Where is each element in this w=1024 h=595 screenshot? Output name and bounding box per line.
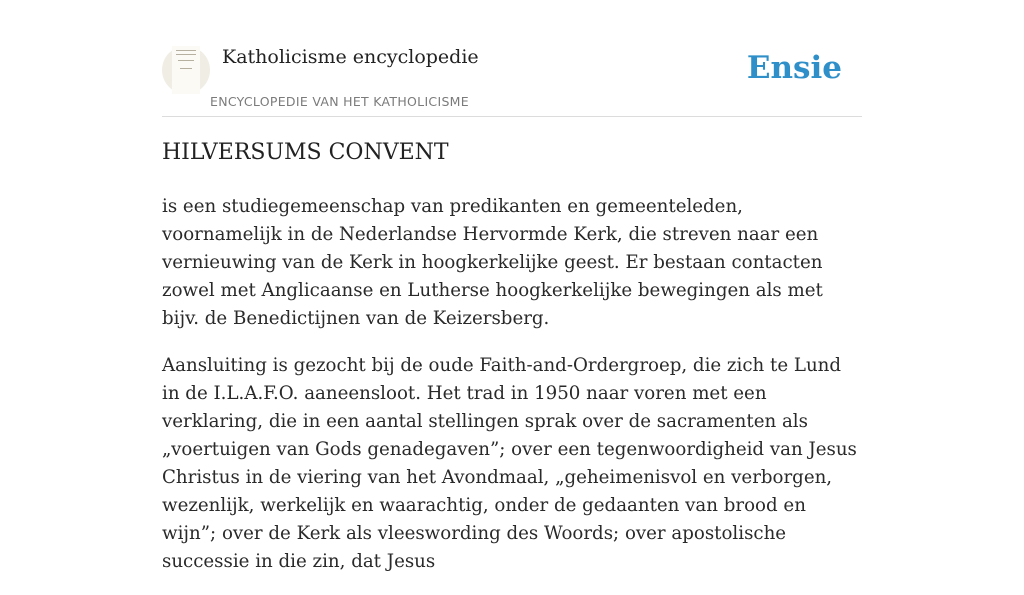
cover-text-line	[178, 60, 194, 61]
article-paragraph: is een studiegemeenschap van predikanten en gemeenteleden, voornamelijk in de Nederlandse Hervormde Kerk, die streven naar een vernieuwing van de Kerk in hoogkerkelijke geest. Er bestaan contacten zowel met Anglicaanse en Lutherse hoogkerkelijke bewegingen als met bijv. de Benedictijnen van de Keizersberg.	[162, 196, 823, 329]
brand-logo-link[interactable]: Ensie	[746, 50, 842, 86]
cover-text-line	[180, 68, 192, 69]
encyclopedia-cover-thumbnail[interactable]	[162, 46, 210, 94]
article-paragraph: Aansluiting is gezocht bij de oude Faith-and-Ordergroep, die zich te Lund in de I.L.A.F.O. aaneensloot. Het trad in 1950 naar voren met een verklaring, die in een aantal stellingen sprak over de sacramenten als „voertuigen van Gods genadegaven”; over een tegenwoordigheid van Jesus Christus in de viering van het Avondmaal, „geheimenisvol en verborgen, wezenlijk, werkelijk en waarachtig, onder de gedaanten van brood en wijn”; over de Kerk als vleeswording des Woords; over apostolische successie in die zin, dat Jesus	[162, 355, 857, 572]
publication-subtitle: ENCYCLOPEDIE VAN HET KATHOLICISME	[210, 94, 469, 109]
header	[162, 40, 862, 117]
article-body	[162, 193, 862, 595]
cover-text-line	[176, 54, 196, 55]
publication-title[interactable]: Katholicisme encyclopedie	[222, 46, 479, 68]
article-title: HILVERSUMS CONVENT	[162, 140, 449, 165]
cover-text-line	[176, 50, 196, 51]
